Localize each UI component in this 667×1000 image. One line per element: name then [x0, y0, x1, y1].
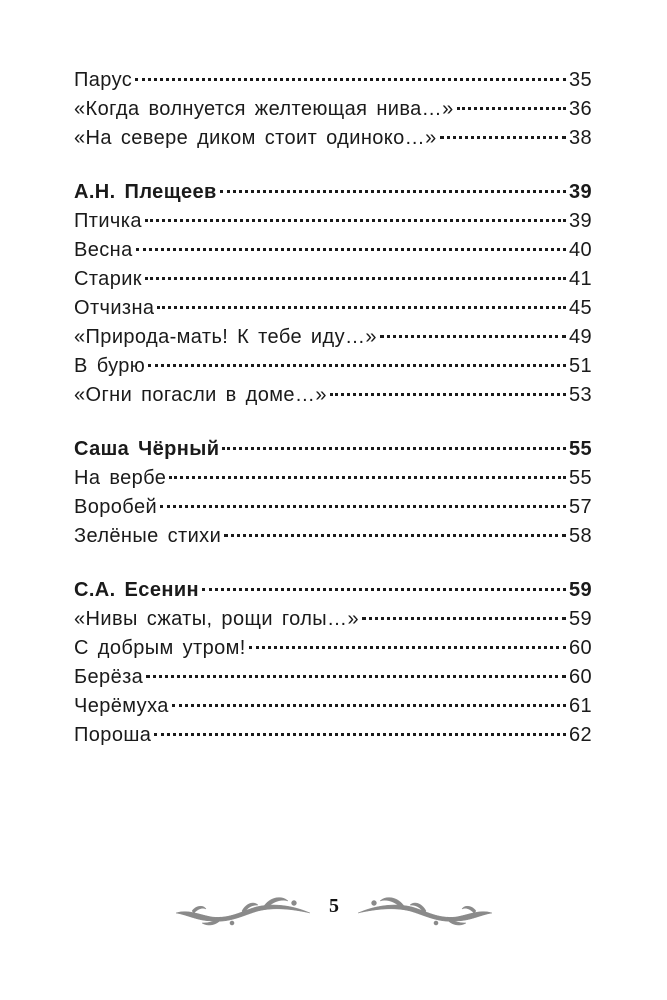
- toc-entry-title: Старик: [74, 268, 142, 290]
- toc-entry-page: 49: [568, 326, 592, 348]
- toc-entry-page: 62: [568, 724, 592, 746]
- toc-entry-title: В бурю: [74, 355, 146, 377]
- dot-leader: [146, 675, 566, 678]
- toc-entry: [74, 493, 592, 522]
- toc-entry-title: Воробей: [74, 496, 158, 518]
- toc-entry-title: А.Н. Плещеев: [74, 181, 217, 203]
- dot-leader: [440, 136, 566, 139]
- toc-author-heading: [74, 576, 592, 605]
- toc-entry-title: Отчизна: [74, 297, 155, 319]
- dot-leader: [160, 505, 566, 508]
- dot-leader: [135, 78, 566, 81]
- toc-entry-page: 51: [568, 355, 592, 377]
- dot-leader: [145, 277, 566, 280]
- dot-leader: [249, 646, 566, 649]
- dot-leader: [148, 364, 566, 367]
- toc-entry: [74, 95, 592, 124]
- page-footer: [0, 893, 667, 933]
- toc-entry-title: Саша Чёрный: [74, 438, 220, 460]
- toc-entry-page: 59: [568, 579, 592, 601]
- table-of-contents: [74, 66, 592, 775]
- toc-section: [74, 178, 592, 410]
- toc-entry-title: Зелёные стихи: [74, 525, 222, 547]
- toc-entry-page: 53: [568, 384, 592, 406]
- toc-author-heading: [74, 435, 592, 464]
- toc-entry-title: «Нивы сжаты, рощи голы…»: [74, 608, 359, 630]
- toc-entry-page: 39: [568, 210, 592, 232]
- dot-leader: [380, 335, 566, 338]
- toc-entry: [74, 663, 592, 692]
- toc-entry-title: Парус: [74, 69, 133, 91]
- dot-leader: [222, 447, 566, 450]
- dot-leader: [224, 534, 566, 537]
- dot-leader: [362, 617, 566, 620]
- toc-entry: [74, 265, 592, 294]
- toc-entry: [74, 207, 592, 236]
- dot-leader: [202, 588, 566, 591]
- dot-leader: [172, 704, 566, 707]
- dot-leader: [169, 476, 566, 479]
- toc-entry-title: Черёмуха: [74, 695, 169, 717]
- dot-leader: [220, 190, 566, 193]
- toc-entry-page: 55: [568, 467, 592, 489]
- toc-entry-page: 40: [568, 239, 592, 261]
- toc-entry-title: С.А. Есенин: [74, 579, 199, 601]
- toc-entry-page: 58: [568, 525, 592, 547]
- toc-entry: [74, 66, 592, 95]
- toc-author-heading: [74, 178, 592, 207]
- toc-entry-page: 55: [568, 438, 592, 460]
- toc-entry: [74, 721, 592, 750]
- toc-entry: [74, 634, 592, 663]
- toc-entry-page: 36: [568, 98, 592, 120]
- toc-entry-page: 60: [568, 637, 592, 659]
- dot-leader: [154, 733, 566, 736]
- toc-entry-title: Берёза: [74, 666, 144, 688]
- toc-entry-title: С добрым утром!: [74, 637, 246, 659]
- toc-entry-title: «На севере диком стоит одиноко…»: [74, 127, 437, 149]
- flourish-ornament-icon: [356, 893, 496, 929]
- toc-entry-title: «Огни погасли в доме…»: [74, 384, 327, 406]
- dot-leader: [136, 248, 566, 251]
- dot-leader: [157, 306, 566, 309]
- page-number: 5: [329, 895, 339, 917]
- toc-entry: [74, 352, 592, 381]
- dot-leader: [457, 107, 566, 110]
- toc-entry: [74, 605, 592, 634]
- toc-entry: [74, 692, 592, 721]
- toc-entry: [74, 464, 592, 493]
- toc-entry-title: «Когда волнуется желтеющая нива…»: [74, 98, 454, 120]
- toc-entry-title: «Природа-мать! К тебе иду…»: [74, 326, 377, 348]
- toc-entry-page: 38: [568, 127, 592, 149]
- toc-entry: [74, 522, 592, 551]
- toc-entry-page: 35: [568, 69, 592, 91]
- toc-section: [74, 435, 592, 551]
- toc-entry: [74, 323, 592, 352]
- toc-entry-page: 60: [568, 666, 592, 688]
- toc-entry-page: 59: [568, 608, 592, 630]
- toc-entry-page: 61: [568, 695, 592, 717]
- toc-entry-page: 41: [568, 268, 592, 290]
- toc-section: [74, 66, 592, 153]
- toc-entry-page: 45: [568, 297, 592, 319]
- toc-entry-title: Весна: [74, 239, 133, 261]
- dot-leader: [330, 393, 566, 396]
- toc-entry-title: Пороша: [74, 724, 152, 746]
- toc-section: [74, 576, 592, 750]
- toc-entry-title: Птичка: [74, 210, 142, 232]
- toc-entry: [74, 236, 592, 265]
- toc-entry: [74, 381, 592, 410]
- toc-entry-page: 57: [568, 496, 592, 518]
- toc-entry-title: На вербе: [74, 467, 167, 489]
- toc-entry: [74, 294, 592, 323]
- dot-leader: [145, 219, 566, 222]
- toc-entry: [74, 124, 592, 153]
- flourish-ornament-icon: [172, 893, 312, 929]
- toc-entry-page: 39: [568, 181, 592, 203]
